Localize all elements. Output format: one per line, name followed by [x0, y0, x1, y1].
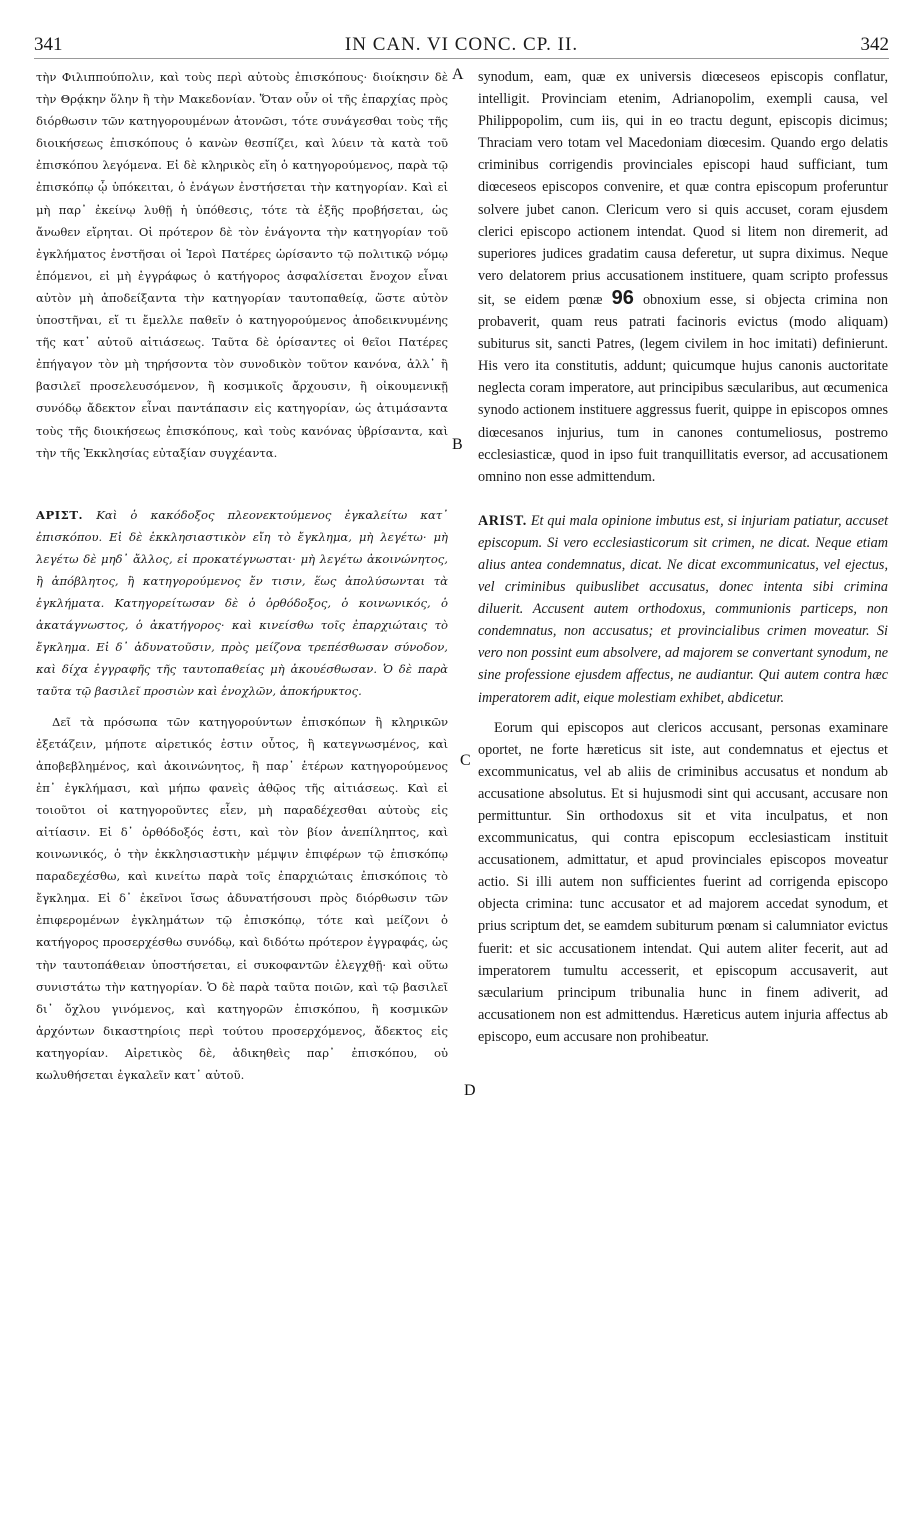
margin-letter-a: A: [452, 66, 464, 83]
greek-arist-label: ΑΡΙΣΤ.: [36, 507, 83, 522]
latin-p1-part-b: obnoxium esse, si objecta crimina non probaverit, quam reus patrati facinoris evictus (modo aliquam) subiturus sit, sancti Patres, (legem civilem in hoc imitati) definierunt. His vero ita constitutis, addunt; quicumque hujus canonis auctoritate neglecta coram imperatore, aut principibus sæcularibus, aut œcumenica synodo actionem instituere aggressus fuerit, quippe in episcopos omnes diœcesanos injurius, tum in canones contumeliosus, postremo ecclesiasticæ, quod in ipso fuit tranquillitatis eversor, ad accusationem omnino non esse admittendum.: [478, 291, 889, 485]
greek-paragraph-1: τὴν Φιλιππούπολιν, καὶ τοὺς περὶ αὐτοὺς ἐπισκόπους· διοίκησιν δὲ τὴν Θρᾴκην ὅλην ἢ τὴν Μακεδονίαν. Ὅταν οὖν οἱ τῆς ἐπαρχίας πρὸς διόρθωσιν τῶν κατηγορουμένων ἀτονῶσι, τότε συνάγεσθαι τοὺς τῆς διοικήσεως ἐπισκόπους ὁ κανὼν θεσπίζει, καὶ λύειν τὰ κατὰ τοῦ ἐπισκόπου λεγόμενα. Εἰ δὲ κληρικὸς εἴη ὁ κατηγορούμενος, παρὰ τῷ ἐπισκόπῳ ᾧ ὑπόκειται, ὁ ἐνάγων ἐνστήσεται τὴν κατηγορίαν. Καὶ εἰ μὴ παρ᾽ ἐκείνῳ λυθῇ ἡ ὑπόθεσις, τότε τὰ ἑξῆς προβήσεται, ὡς ἄνωθεν εἴρηται. Οἱ πρότερον δὲ τὸν ἐνάγοντα τὴν κατηγορίαν τοῦ ἐγκλήματος ἐνστῆσαι οἱ Ἱεροὶ Πατέρες ὡρίσαντο τῷ πολιτικῷ νόμῳ ἑπόμενοι, εἰ μὴ ἐγγράφως ὁ κατήγορος ἀσφαλίσεται ἔνοχον εἶναι αὐτὸν μὴ ἀποδείξαντα τὴν κατηγορίαν ταυτοπαθείᾳ, ὥστε αὐτὸν ὑποστῆναι, εἴ τι ἔμελλε παθεῖν ὁ κατηγορούμενος ἀποδεικνυμένης τῆς κατ᾽ αὐτοῦ αἰτιάσεως. Ταῦτα δὲ ὁρίσαντες οἱ θεῖοι Πατέρες ἐπήγαγον τὸν μὴ τηρήσοντα τὸν συνοδικὸν τοῦτον κανόνα, ἀλλ᾽ ἢ βασιλεῖ προσελευσόμενον, ἢ κοσμικοῖς ἄρχουσιν, ἢ οἰκουμενικῇ συνόδῳ ἄδεκτον εἶναι παντάπασιν εἰς κατηγορίαν, ὡς ἀτιμάσαντα τοὺς τῆς διοικήσεως ἐπισκόπους, καὶ τοὺς κανόνας ὑβρίσαντα, καὶ τὴν τῆς Ἐκκλησίας εὐταξίαν συγχέαντα.: [36, 70, 448, 460]
latin-paragraph-3: Eorum qui episcopos aut clericos accusant, personas examinare oportet, ne forte hæreticus sit iste, aut condemnatus et ejectus et excommunicatus, vel ab aliis de criminibus accusatus et nondum ab accusatione absolutus. Et si hujusmodi sint qui accusant, accusare non permittuntur. Sin orthodoxus sit et vita inculpatus, et non excommunicatus, qui contra episcopum ecclesiasticam instituit accusationem, admittatur, et apud provinciales episcopos moveatur actio. Si illi autem non sufficientes fuerint ad corrigenda episcopo objecta crimina: tunc accusator et ad majorem accedat synodum, et prius scriptum det, se eamdem subiturum pœnam si calumniator evictus fuerit: et sic accusationem intendat. Qui autem aliter fecerit, aut ad imperatorem tumultu accesserit, et episcopum accusaverit, aut sæcularium principum tribunalia hunc in finem adiverit, ad accusationem non est admittendus. Hæreticus autem injuria affectus ab episcopo, eum accusare non prohibeatur.: [478, 719, 888, 1045]
margin-letter-d: D: [464, 1082, 476, 1099]
running-title: IN CAN. VI CONC. CP. II.: [344, 34, 579, 55]
latin-p1-part-a: synodum, eam, quæ ex universis diœceseos episcopis conflatur, intelligit. Provinciam etenim, Adrianopolim, exempli causa, vel Philippopolim, cum iis, qui in eo tractu degunt, episcopis dicimus; Thraciam vero totam vel Macedoniam diœcesim. Quando ergo delatis criminibus corrigendis provinciales episcopi haud sufficiant, tum diœceseos episcopos convenire, et quæ contra episcopum proferuntur solvere jubet canon. Clericum vero si quis accuset, coram ejusdem clerici episcopo actionem intendat. Quod si litem non diremerit, ad superiores judices gradatim causa deferetur, ut supra diximus. Neque vero delatorem prius accusationem instituere, quam scripto professus sit, se eidem pœnæ: [478, 69, 888, 308]
latin-paragraph-1: [478, 66, 888, 488]
greek-paragraph-3: Δεῖ τὰ πρόσωπα τῶν κατηγορούντων ἐπισκόπων ἢ κληρικῶν ἐξετάζειν, μήποτε αἱρετικός ἐστιν οὗτος, ἢ κατεγνωσμένος, καὶ ἀποβεβλημένος, καὶ ἀκοινώνητος, ἢ παρ᾽ ἑτέρων κατηγορούμενος ἐπ᾽ ἐγκλήμασι, καὶ μήπω φανεὶς ἀθῷος τῆς αἰτιάσεως. Καὶ εἰ τοιοῦτοι οἱ κατηγοροῦντες εἶεν, μὴ παραδέχεσθαι αὐτοὺς εἰς αἰτίασιν. Εἰ δ᾽ ὀρθόδοξός ἐστι, καὶ τὸν βίον ἀνεπίληπτος, καὶ κοινωνικός, ὁ τὴν ἐκκλησιαστικὴν μέμψιν ἐπιφέρων τῷ ἐπισκόπῳ παραδεχέσθω, καὶ κινείτω παρὰ τοῖς ἐπαρχιώταις ἐπισκόποις τὸ ἔγκλημα. Εἰ δ᾽ ἐκεῖνοι ἴσως ἀδυνατήσουσι πρὸς διόρθωσιν τῶν ἐπιφερομένων ἐγκλημάτων τῷ ἐπισκόπῳ, τότε καὶ μείζονι ὁ κατήγορος προσερχέσθω συνόδῳ, καὶ διδότω πρότερον ἐγγραφάς, ὡς τὴν ταυτοπάθειαν ὑποστήσεται, εἰ συκοφαντῶν ἐλεγχθῇ· καὶ οὕτω συνιστάτω τὴν κατηγορίαν. Ὁ δὲ παρὰ ταῦτα ποιῶν, καὶ τῷ βασιλεῖ δι᾽ ὄχλου γινόμενος, καὶ κατηγορῶν ἐπισκόπου, ἢ κοσμικῶν ἀρχόντων δικαστηρίοις περὶ τούτου προσερχόμενος, ἄδεκτος εἰς κατηγορίαν. Αἱρετικὸς δὲ, ἀδικηθεὶς παρ᾽ ἐπισκόπου, οὐ κωλυθήσεται ἐγκαλεῖν κατ᾽ αὐτοῦ.: [36, 714, 448, 1083]
page-number-right: 342: [860, 34, 889, 55]
inline-marker-96: 96: [611, 286, 634, 309]
margin-letter-c: C: [460, 752, 471, 769]
greek-paragraph-2: [36, 504, 448, 703]
margin-letter-b: B: [452, 436, 463, 453]
greek-column: [36, 66, 448, 1086]
latin-paragraph-2: [478, 510, 888, 709]
latin-column: [478, 66, 888, 1048]
page-number-left: 341: [34, 34, 63, 55]
greek-arist-text: Καὶ ὁ κακόδοξος πλεονεκτούμενος ἐγκαλείτω κατ᾽ ἐπισκόπου. Εἰ δὲ ἐκκλησιαστικὸν εἴη τὸ ἔγκλημα, μὴ λεγέτω· μὴ λεγέτω δὲ μηδ᾽ ἄλλος, εἰ προκατέγνωσται· μὴ λεγέτω ἀκοινώνητος, ἢ ἀπόβλητος, ἢ κατηγορούμενος ἔν τισιν, ἕως ἀπολύσωνται τὰ ἐγκλήματα. Κατηγορείτωσαν δὲ ὁ ὀρθόδοξος, ὁ κοινωνικός, ὁ ἀκατάγνωστος, ὁ ἀκατήγορος· καὶ κινείσθω τοῖς ἐπαρχιώταις τὸ ἔγκλημα. Εἰ δ᾽ ἀδυνατοῦσιν, πρὸς μείζονα τρεπέσθωσαν σύνοδον, καὶ δίχα ἐγγραφῆς τῆς ταυτοπαθείας μὴ ἀκουέσθωσαν. Ὁ δὲ παρὰ ταῦτα τῷ βασιλεῖ προσιὼν καὶ ἐνοχλῶν, ἀποκήρυκτος.: [36, 507, 449, 699]
latin-arist-text: Et qui mala opinione imbutus est, si injuriam patiatur, accuset episcopum. Si vero ecclesiasticorum sit crimen, ne dicat. Neque etiam alius antea condemnatus, dicat. Ne dicat excommunicatus, vel ejectus, vel criminibus quibuslibet accusatus, donec intenta sibi crimina diluerit. Accusent autem orthodoxus, communionis particeps, non condemnatus, non accusatus; et provincialibus crimen moveatur. Si vero non possint eum absolvere, ad majorem se convertant synodum, ne sine professione ejusdem affectus, ne audiantur. Qui autem contra hæc imperatorem adit, eique molestiam exhibet, abdicetur.: [478, 512, 889, 706]
running-header: [34, 34, 889, 59]
latin-arist-label: ARIST.: [478, 512, 527, 529]
